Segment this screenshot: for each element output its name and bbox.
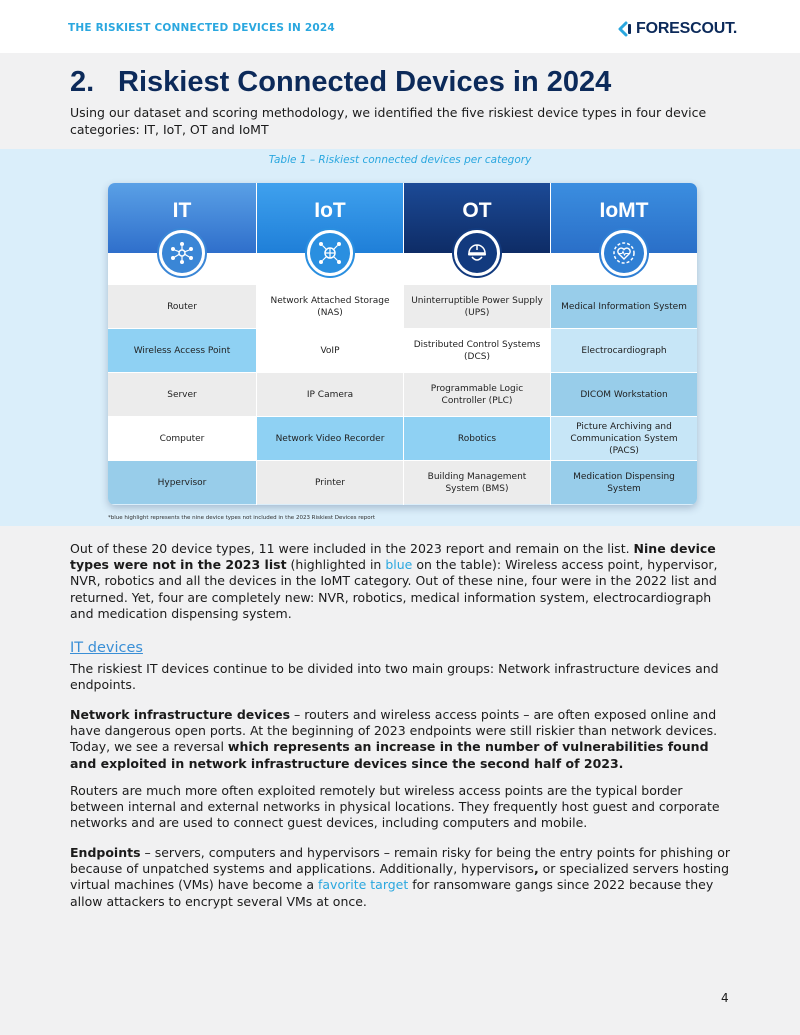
column-it [108, 183, 256, 505]
paragraph-routers: Routers are much more often exploited remotely but wireless access points are the typical border between internal and external networks in physical locations. They frequently host guest and corporate networks and are used to connect guest devices, including computers and mobile. [70, 783, 720, 831]
table-cell: Hypervisor [108, 460, 256, 504]
column-heading: IT [172, 199, 192, 222]
table-cell: Printer [257, 460, 403, 504]
paragraph-device-summary: Out of these 20 device types, 11 were included in the 2023 report and remain on the list. Nine device types were not in the 2023 list (highlighted in blue on the table): Wireless access point, hypervisor, NVR, robotics and all the devices in the IoMT category. Out of these nine, four were in the 2022 list and returned. Yet, four are completely new: NVR, robotics, medical information system, electrocardiograph and medication dispensing system. [70, 541, 718, 621]
column-heading: IoT [314, 199, 346, 222]
favorite-target-link[interactable]: favorite target [317, 877, 409, 893]
table-cell: Medical Information System [551, 284, 697, 328]
table-caption: Table 1 – Riskiest connected devices per category [268, 154, 532, 166]
column-ot [403, 183, 550, 505]
table-cell: IP Camera [257, 372, 403, 416]
blue-link[interactable]: blue [385, 557, 413, 573]
table-cell: Wireless Access Point [108, 328, 256, 372]
running-title: THE RISKIEST CONNECTED DEVICES IN 2024 [68, 22, 335, 34]
table-cell: Electrocardiograph [551, 328, 697, 372]
column-iomt [550, 183, 697, 505]
helmet-worker-icon [452, 228, 502, 278]
it-devices-heading[interactable]: IT devices [70, 640, 143, 656]
table-cell: Network Attached Storage (NAS) [257, 284, 403, 328]
table-cell: Distributed Control Systems (DCS) [404, 328, 550, 372]
paragraph-it-intro: The riskiest IT devices continue to be divided into two main groups: Network infrastructure devices and endpoints. [70, 661, 719, 693]
table-cell: Picture Archiving and Communication System (PACS) [551, 416, 697, 460]
table-cell: Router [108, 284, 256, 328]
column-iot [256, 183, 403, 505]
table-cell: Computer [108, 416, 256, 460]
riskiest-devices-table [108, 183, 697, 505]
table-cell: Uninterruptible Power Supply (UPS) [404, 284, 550, 328]
forescout-logo [617, 20, 737, 38]
iot-network-icon [305, 228, 355, 278]
table-footnote: *blue highlight represents the nine device types not included in the 2023 Riskiest Devices report [108, 515, 375, 521]
table-cell: Building Management System (BMS) [404, 460, 550, 504]
paragraph-network-infrastructure: Network infrastructure devices – routers and wireless access points – are often exposed online and have dangerous open ports. At the beginning of 2023 endpoints were still riskier than network devices. Today, we see a reversal which represents an increase in the number of vulnerabilities found and exploited in network infrastructure devices since the second half of 2023. [70, 707, 718, 771]
table-cell: Server [108, 372, 256, 416]
heart-gear-icon [599, 228, 649, 278]
logo-wordmark: FORESCOUT. [636, 20, 738, 37]
network-nodes-icon [157, 228, 207, 278]
table-cell: Robotics [404, 416, 550, 460]
forescout-logo-icon [617, 21, 633, 37]
table-cell: Programmable Logic Controller (PLC) [404, 372, 550, 416]
section-title-text: Riskiest Connected Devices in 2024 [118, 66, 612, 98]
table-cell: Network Video Recorder [257, 416, 403, 460]
table-cell: VoIP [257, 328, 403, 372]
column-heading: OT [462, 199, 492, 222]
page-number: 4 [721, 991, 729, 1005]
table-cell: Medication Dispensing System [551, 460, 697, 504]
paragraph-endpoints: Endpoints – servers, computers and hypervisors – remain risky for being the entry points for phishing or because of unpatched systems and applications. Additionally, hypervisors, or specialized servers hosting virtual machines (VMs) have become a favorite target for ransomware gangs since 2022 because they allow attackers to encrypt several VMs at once. [70, 845, 731, 909]
section-number: 2. [70, 66, 95, 98]
column-heading: IoMT [599, 199, 649, 222]
table-cell: DICOM Workstation [551, 372, 697, 416]
section-intro: Using our dataset and scoring methodology, we identified the five riskiest device types in four device categories: IT, IoT, OT and IoMT [70, 105, 707, 137]
section-title [70, 66, 611, 99]
page-header [0, 0, 800, 53]
